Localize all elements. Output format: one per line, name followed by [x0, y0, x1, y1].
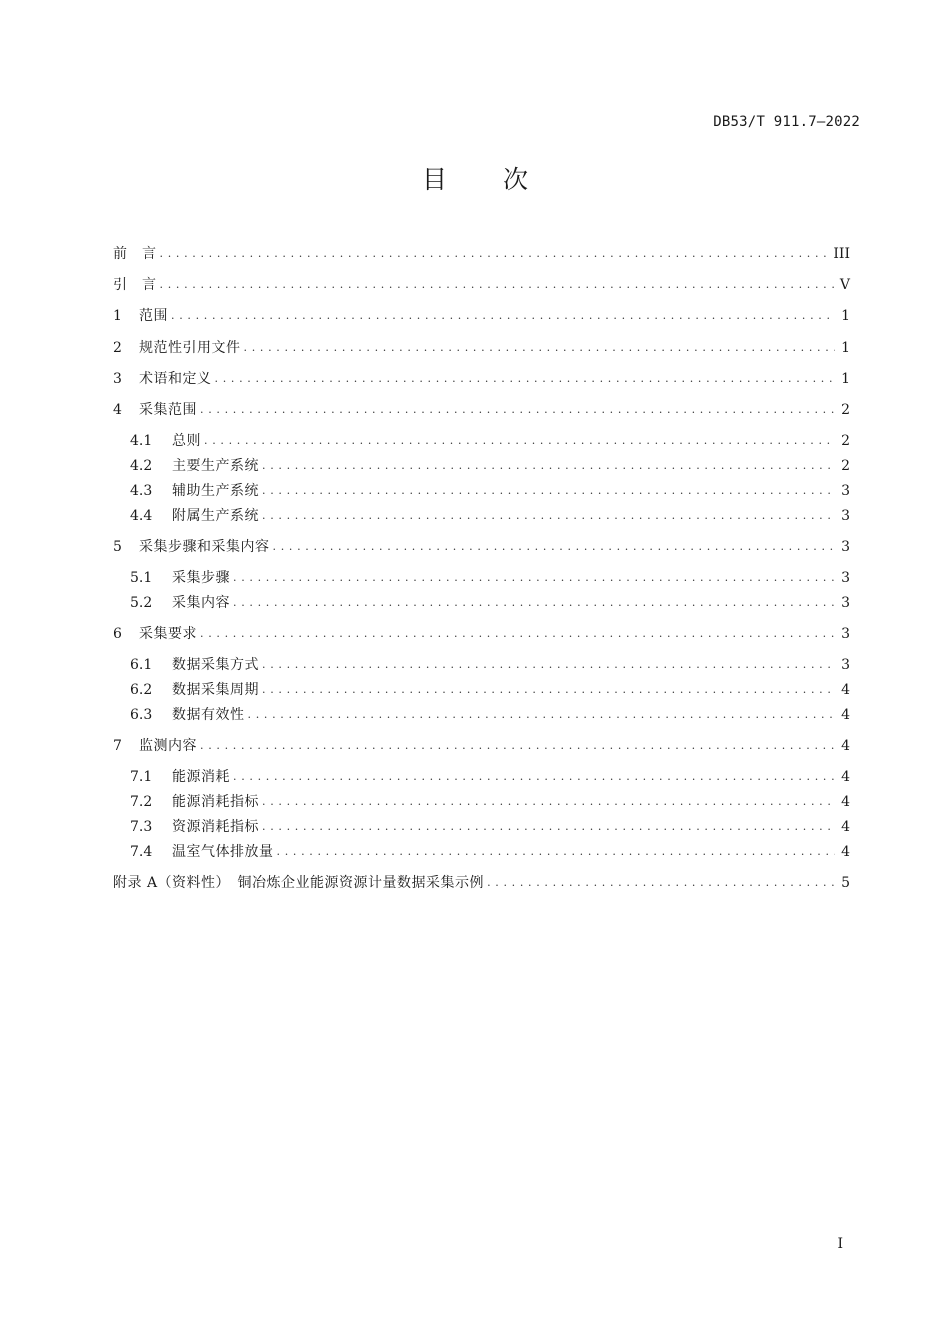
toc-entry[interactable] [113, 337, 850, 359]
toc-leader [233, 765, 835, 788]
page-number: I [837, 1236, 843, 1252]
toc-leader [262, 815, 835, 838]
toc-leader [204, 429, 835, 452]
toc-entry-page: 3 [841, 539, 850, 555]
toc-leader [171, 304, 835, 327]
toc-entry-page: 4 [841, 682, 850, 698]
toc-entry-label: 引 言 [113, 277, 157, 293]
toc-subentry[interactable] [130, 455, 850, 477]
toc-entry-label: 范围 [139, 308, 168, 324]
toc-entry-label: 数据采集方式 [172, 657, 259, 673]
toc-subentry[interactable] [130, 592, 850, 614]
toc-entry-page: 3 [841, 657, 850, 673]
toc-subentry[interactable] [130, 567, 850, 589]
toc-entry-number: 4 [113, 402, 122, 418]
toc-entry[interactable] [113, 623, 850, 645]
toc-subentry[interactable] [130, 704, 850, 726]
toc-entry-number: 4.1 [130, 433, 153, 449]
toc-entry-number: 7 [113, 738, 122, 754]
toc-entry-page: 3 [841, 508, 850, 524]
toc-entry-label: 采集内容 [172, 595, 230, 611]
toc-entry-page: 3 [841, 595, 850, 611]
document-code: DB53/T 911.7—2022 [713, 114, 860, 130]
toc-entry-page: 4 [841, 769, 850, 785]
toc-entry-page: 4 [841, 844, 850, 860]
toc-entry-page: 1 [841, 308, 850, 324]
toc-leader [487, 871, 835, 894]
toc-entry[interactable] [113, 536, 850, 558]
toc-entry-page: 5 [841, 875, 850, 891]
toc-entry-label: 采集步骤和采集内容 [139, 539, 270, 555]
toc-leader [262, 790, 835, 813]
toc-entry-page: 3 [841, 626, 850, 642]
toc-entry-number: 7.3 [130, 819, 153, 835]
toc-entry-number: 1 [113, 308, 122, 324]
toc-entry-number: 6 [113, 626, 122, 642]
toc-entry-number: 7.4 [130, 844, 153, 860]
toc-entry-page: 4 [841, 707, 850, 723]
toc-entry-label: 术语和定义 [139, 371, 212, 387]
table-of-contents [113, 0, 850, 1344]
toc-entry-label: 监测内容 [139, 738, 197, 754]
toc-entry-label: 能源消耗 [172, 769, 230, 785]
toc-entry-label: 附录 A（资料性） 铜冶炼企业能源资源计量数据采集示例 [113, 875, 485, 891]
toc-leader [233, 566, 835, 589]
toc-leader [262, 454, 835, 477]
toc-entry-page: 1 [841, 340, 850, 356]
toc-entry-label: 主要生产系统 [172, 458, 259, 474]
toc-entry[interactable] [113, 243, 850, 265]
toc-subentry[interactable] [130, 791, 850, 813]
toc-entry-number: 2 [113, 340, 122, 356]
toc-entry-label: 采集步骤 [172, 570, 230, 586]
toc-entry-number: 6.2 [130, 682, 153, 698]
toc-subentry[interactable] [130, 480, 850, 502]
toc-subentry[interactable] [130, 841, 850, 863]
toc-subentry[interactable] [130, 766, 850, 788]
toc-entry-label: 数据有效性 [172, 707, 245, 723]
toc-leader [262, 504, 835, 527]
toc-entry-page: III [833, 246, 850, 262]
toc-entry-page: V [839, 277, 850, 293]
toc-entry-number: 4.2 [130, 458, 153, 474]
toc-leader [160, 242, 831, 265]
toc-entry-number: 5.1 [130, 570, 153, 586]
toc-entry-number: 4.4 [130, 508, 153, 524]
toc-entry-label: 前 言 [113, 246, 157, 262]
toc-subentry[interactable] [130, 816, 850, 838]
toc-entry[interactable] [113, 368, 850, 390]
toc-entry-number: 7.2 [130, 794, 153, 810]
toc-leader [233, 591, 835, 614]
toc-leader [262, 678, 835, 701]
toc-entry-page: 2 [841, 458, 850, 474]
toc-entry-number: 3 [113, 371, 122, 387]
toc-leader [262, 479, 835, 502]
toc-entry-label: 采集范围 [139, 402, 197, 418]
toc-leader [215, 367, 836, 390]
toc-entry[interactable] [113, 735, 850, 757]
toc-entry-number: 5 [113, 539, 122, 555]
title-char-right: 次 [503, 165, 529, 194]
toc-subentry[interactable] [130, 654, 850, 676]
toc-entry-number: 6.3 [130, 707, 153, 723]
toc-leader [200, 398, 835, 421]
toc-entry-page: 2 [841, 402, 850, 418]
toc-entry-page: 3 [841, 483, 850, 499]
toc-entry-page: 3 [841, 570, 850, 586]
toc-entry-page: 4 [841, 738, 850, 754]
toc-entry-label: 总则 [172, 433, 201, 449]
toc-leader [200, 622, 835, 645]
toc-leader [160, 273, 836, 296]
toc-entry-page: 2 [841, 433, 850, 449]
toc-entry-label: 数据采集周期 [172, 682, 259, 698]
toc-entry-label: 附属生产系统 [172, 508, 259, 524]
toc-leader [277, 840, 836, 863]
toc-subentry[interactable] [130, 430, 850, 452]
toc-entry-number: 6.1 [130, 657, 153, 673]
toc-subentry[interactable] [130, 505, 850, 527]
toc-entry-number: 4.3 [130, 483, 153, 499]
toc-leader [244, 336, 836, 359]
toc-entry-label: 采集要求 [139, 626, 197, 642]
toc-subentry[interactable] [130, 679, 850, 701]
toc-entry-label: 温室气体排放量 [172, 844, 274, 860]
toc-entry-label: 能源消耗指标 [172, 794, 259, 810]
toc-leader [200, 734, 835, 757]
toc-leader [262, 653, 835, 676]
toc-entry-label: 资源消耗指标 [172, 819, 259, 835]
toc-entry-number: 5.2 [130, 595, 153, 611]
toc-entry-appendix[interactable] [113, 872, 850, 894]
toc-entry-page: 4 [841, 819, 850, 835]
title-char-left: 目 [421, 165, 447, 194]
toc-entry-page: 1 [841, 371, 850, 387]
toc-entry-label: 辅助生产系统 [172, 483, 259, 499]
toc-leader [248, 703, 836, 726]
toc-entry-label: 规范性引用文件 [139, 340, 241, 356]
toc-leader [273, 535, 836, 558]
toc-entry-number: 7.1 [130, 769, 153, 785]
toc-entry-page: 4 [841, 794, 850, 810]
toc-entry[interactable] [113, 305, 850, 327]
toc-entry[interactable] [113, 399, 850, 421]
toc-entry[interactable] [113, 274, 850, 296]
